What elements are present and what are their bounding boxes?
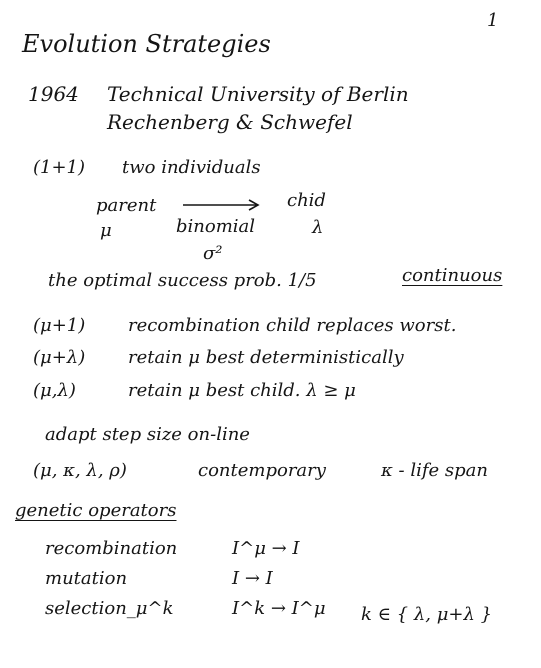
history-authors: Rechenberg & Schwefel	[107, 110, 353, 134]
kappa-life-span: κ - life span	[381, 460, 488, 481]
operator-map: I → I	[232, 568, 273, 589]
parent-label: parent	[96, 195, 157, 216]
variant-text: retain μ best deterministically	[128, 347, 404, 368]
binomial-label: binomial	[176, 216, 256, 237]
page-number: 1	[487, 10, 499, 31]
variant-notation: (μ+1)	[33, 315, 86, 336]
k-set: k ∈ { λ, μ+λ }	[361, 604, 493, 625]
mu-symbol: μ	[100, 220, 112, 241]
variant-text: recombination child replaces worst.	[128, 315, 457, 336]
operator-name: selection_μ^k	[45, 598, 174, 619]
operator-map: I^μ → I	[232, 538, 300, 559]
history-place: Technical University of Berlin	[107, 82, 409, 106]
parent-to-child-arrow	[183, 198, 263, 212]
operator-name: mutation	[45, 568, 128, 589]
page-title: Evolution Strategies	[22, 30, 271, 58]
one-plus-one-description: two individuals	[122, 157, 261, 178]
contemporary-notation: (μ, κ, λ, ρ)	[33, 460, 127, 481]
lambda-symbol: λ	[312, 217, 324, 238]
sigma-squared: σ²	[203, 243, 223, 264]
adapt-step-size: adapt step size on-line	[45, 424, 250, 445]
operator-name: recombination	[45, 538, 178, 559]
success-rule: the optimal success prob. 1/5	[48, 270, 317, 291]
contemporary-label: contemporary	[198, 460, 326, 481]
child-label: chid	[287, 190, 326, 211]
genetic-operators-heading: genetic operators	[15, 500, 177, 521]
one-plus-one-notation: (1+1)	[33, 157, 86, 178]
continuous-label: continuous	[402, 265, 503, 286]
operator-map: I^k → I^μ	[232, 598, 326, 619]
history-year: 1964	[28, 82, 79, 106]
variant-notation: (μ,λ)	[33, 380, 76, 401]
variant-text: retain μ best child. λ ≥ μ	[128, 380, 356, 401]
variant-notation: (μ+λ)	[33, 347, 86, 368]
